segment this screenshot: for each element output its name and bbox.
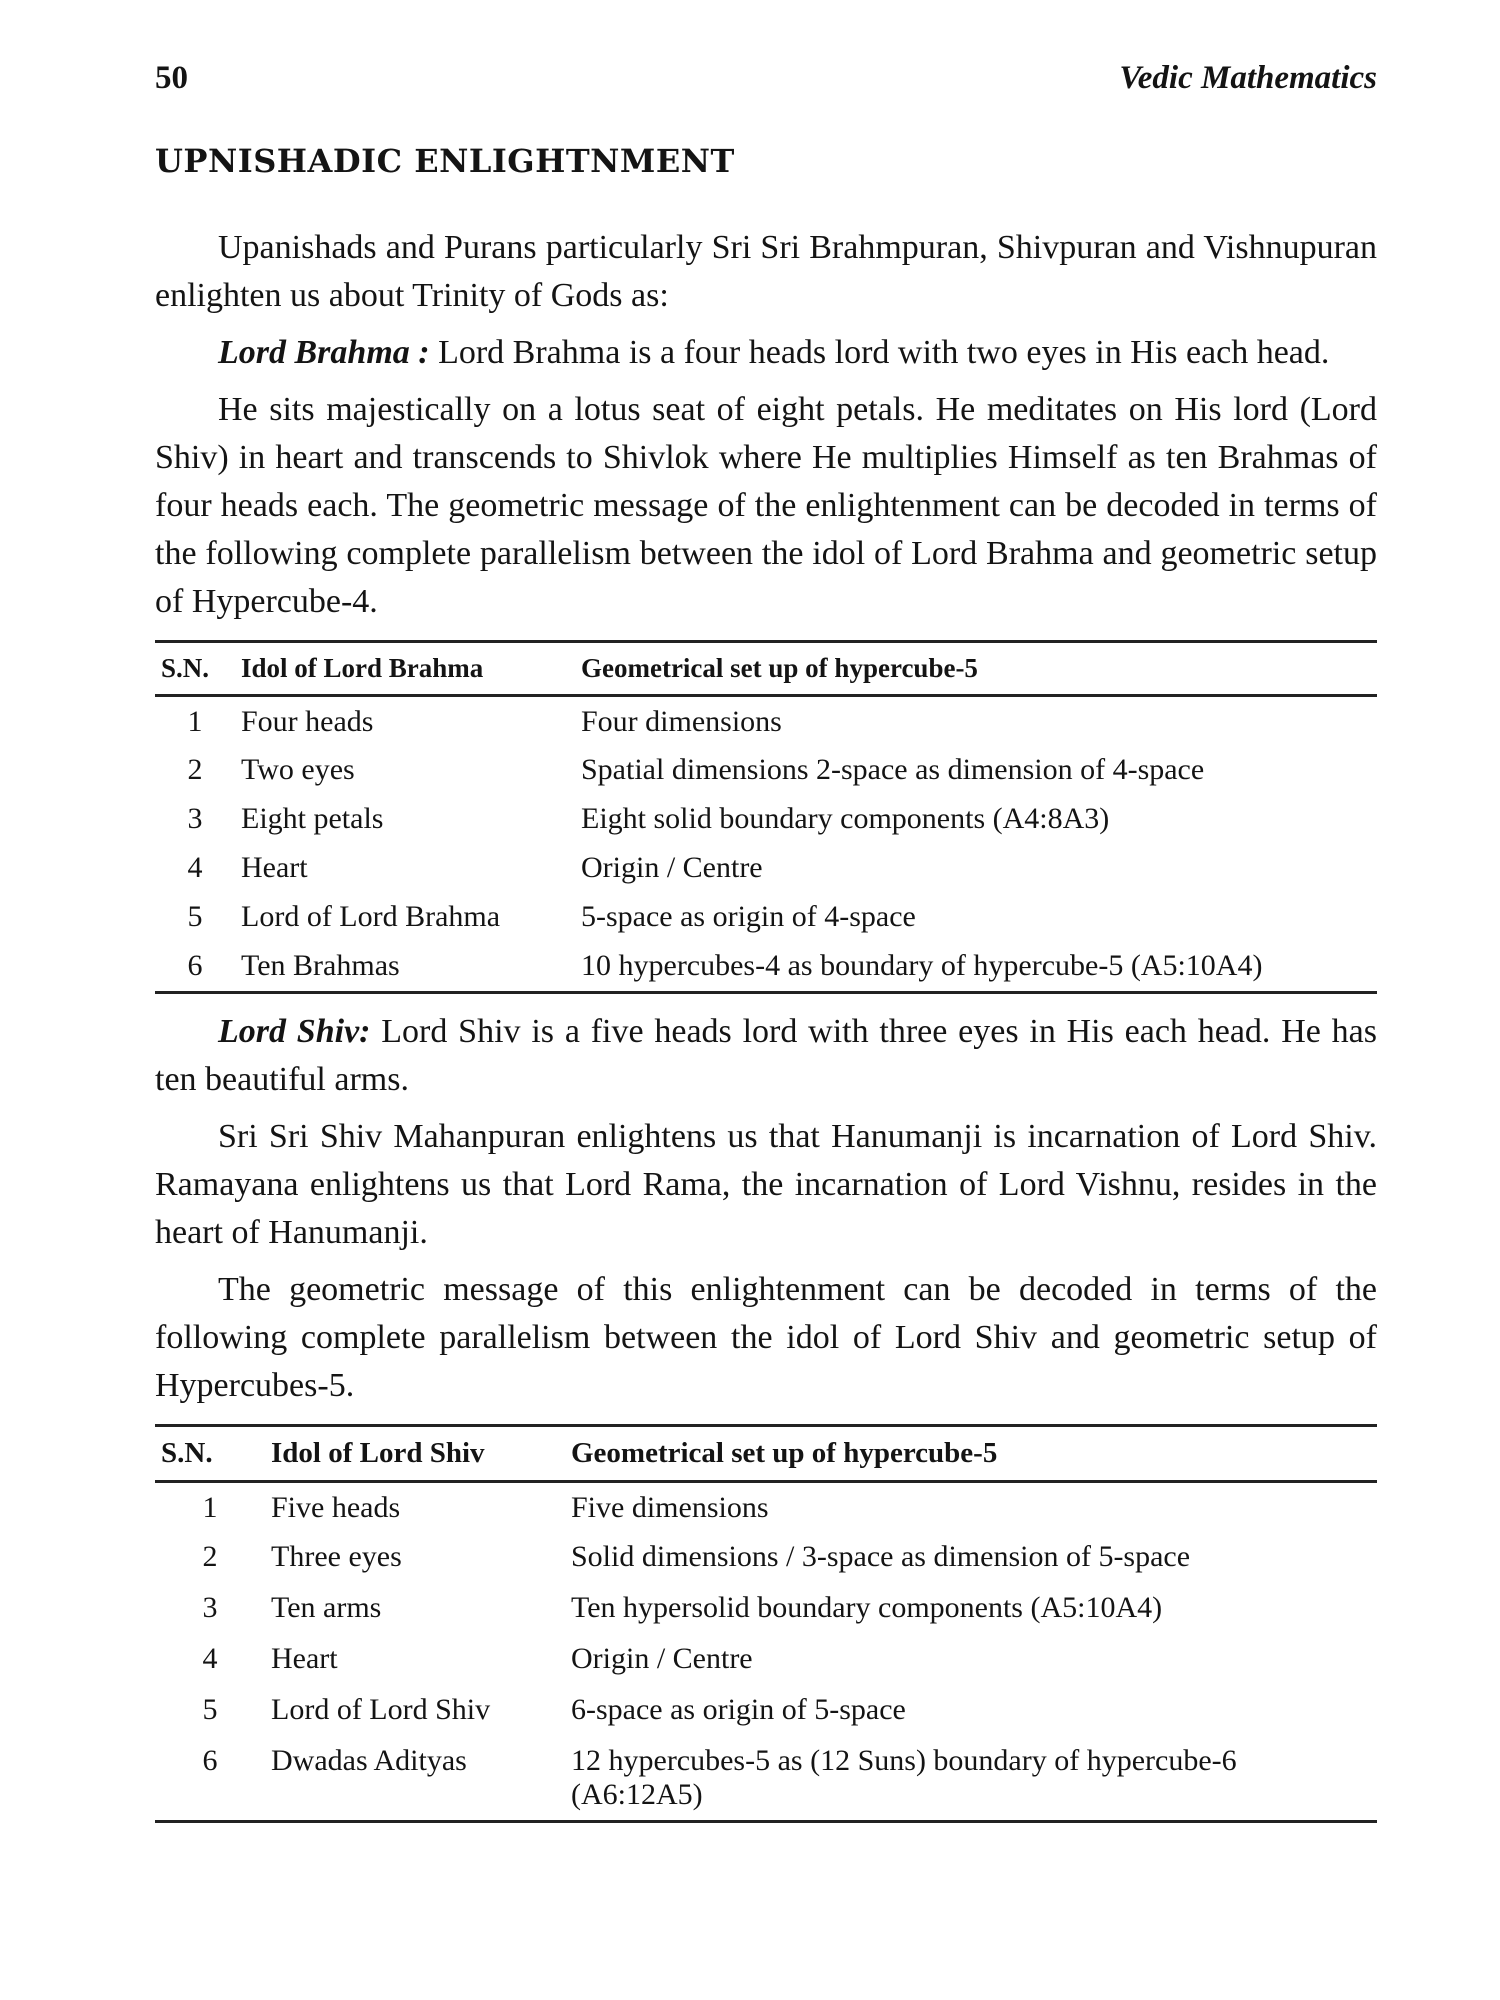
table-header-row <box>155 642 1377 696</box>
row-idol: Dwadas Adityas <box>265 1736 565 1822</box>
table-row <box>155 1481 1377 1532</box>
row-sn: 6 <box>155 941 235 993</box>
table-row <box>155 1634 1377 1685</box>
page-header <box>155 60 1377 112</box>
header-geometry: Geometrical set up of hypercube-5 <box>575 642 1377 696</box>
row-idol: Lord of Lord Brahma <box>241 899 501 933</box>
row-sn: 4 <box>202 1642 218 1675</box>
brahma-lead: Lord Brahma : <box>218 334 430 371</box>
running-title: Vedic Mathematics <box>1119 60 1377 96</box>
row-idol: Ten arms <box>271 1591 382 1624</box>
table-row <box>155 892 1377 941</box>
row-geometry: Origin / Centre <box>571 1642 753 1675</box>
row-sn: 1 <box>187 705 203 738</box>
intro-paragraph: Upanishads and Purans particularly Sri Sri Brahmpuran, Shivpuran and Vishnupuran enlighten us about Trinity of Gods as: <box>155 229 1377 314</box>
table-row <box>155 1685 1377 1736</box>
header-sn: S.N. <box>155 642 235 696</box>
row-geometry: 5-space as origin of 4-space <box>581 899 916 933</box>
row-sn: 5 <box>187 899 203 933</box>
table-row <box>155 1532 1377 1583</box>
table-row <box>155 843 1377 892</box>
page <box>155 60 1377 1837</box>
brahma-table <box>155 640 1377 994</box>
row-idol: Heart <box>241 850 308 884</box>
page-number: 50 <box>155 60 188 96</box>
row-sn: 4 <box>187 850 203 884</box>
row-geometry: Origin / Centre <box>581 850 763 884</box>
brahma-intro-paragraph <box>155 329 1377 377</box>
row-sn: 5 <box>202 1693 218 1726</box>
table-row <box>155 794 1377 843</box>
row-idol: Heart <box>271 1642 338 1675</box>
table-row <box>155 1583 1377 1634</box>
row-idol: Two eyes <box>241 752 355 786</box>
shiv-paragraph-2: The geometric message of this enlightenment can be decoded in terms of the following complete parallelism between the idol of Lord Shiv and geometric setup of Hypercubes-5. <box>155 1270 1377 1404</box>
brahma-paragraph: He sits majestically on a lotus seat of eight petals. He meditates on His lord (Lord Shiv) in heart and transcends to Shivlok where He multiplies Himself as ten Brahmas of four heads each. The geometric message of the enlightenment can be decoded in terms of the following complete parallelism between the idol of Lord Brahma and geometric setup of Hypercube-4. <box>155 391 1377 620</box>
row-sn: 3 <box>187 801 203 835</box>
row-geometry: Spatial dimensions 2-space as dimension of 4-space <box>581 752 1205 786</box>
row-sn: 1 <box>202 1490 218 1524</box>
table-row <box>155 696 1377 745</box>
row-geometry: Five dimensions <box>571 1490 769 1524</box>
table-header-row <box>155 1425 1377 1481</box>
row-geometry: Ten hypersolid boundary components (A5:10A4) <box>571 1591 1163 1624</box>
row-sn: 2 <box>187 752 203 786</box>
header-sn: S.N. <box>155 1425 265 1481</box>
row-idol: Four heads <box>241 705 374 738</box>
row-idol: Three eyes <box>271 1540 402 1573</box>
header-idol: Idol of Lord Brahma <box>235 642 575 696</box>
row-geometry: 6-space as origin of 5-space <box>571 1693 906 1726</box>
row-sn: 6 <box>155 1736 265 1822</box>
row-geometry: 12 hypercubes-5 as (12 Suns) boundary of hypercube-6 (A6:12A5) <box>565 1736 1377 1822</box>
header-geometry: Geometrical set up of hypercube-5 <box>565 1425 1377 1481</box>
shiv-text: Lord Shiv is a five heads lord with three eyes in His each head. He has ten beautiful arms. <box>155 1012 1377 1098</box>
shiv-lead: Lord Shiv: <box>218 1012 371 1050</box>
shiv-intro-paragraph <box>155 1008 1377 1104</box>
table-row <box>155 745 1377 794</box>
shiv-paragraph-1: Sri Sri Shiv Mahanpuran enlightens us that Hanumanji is incarnation of Lord Shiv. Ramayana enlightens us that Lord Rama, the incarnation of Lord Vishnu, resides in the heart of Hanumanji. <box>155 1117 1377 1251</box>
row-idol: Eight petals <box>241 801 384 835</box>
row-geometry: Eight solid boundary components (A4:8A3) <box>581 801 1110 835</box>
header-idol: Idol of Lord Shiv <box>265 1425 565 1481</box>
shiv-table <box>155 1424 1377 1824</box>
row-geometry: Solid dimensions / 3-space as dimension of 5-space <box>571 1540 1191 1573</box>
table-row <box>155 1736 1377 1822</box>
row-idol: Ten Brahmas <box>235 941 575 993</box>
table-row <box>155 941 1377 993</box>
row-sn: 3 <box>202 1591 218 1624</box>
brahma-text: Lord Brahma is a four heads lord with two eyes in His each head. <box>429 334 1330 371</box>
row-idol: Lord of Lord Shiv <box>271 1693 491 1726</box>
row-idol: Five heads <box>271 1490 401 1524</box>
section-title: UPNISHADIC ENLIGHTNMENT <box>155 142 735 180</box>
row-geometry: Four dimensions <box>581 705 782 738</box>
row-geometry: 10 hypercubes-4 as boundary of hypercube-5 (A5:10A4) <box>575 941 1377 993</box>
row-sn: 2 <box>202 1540 218 1573</box>
